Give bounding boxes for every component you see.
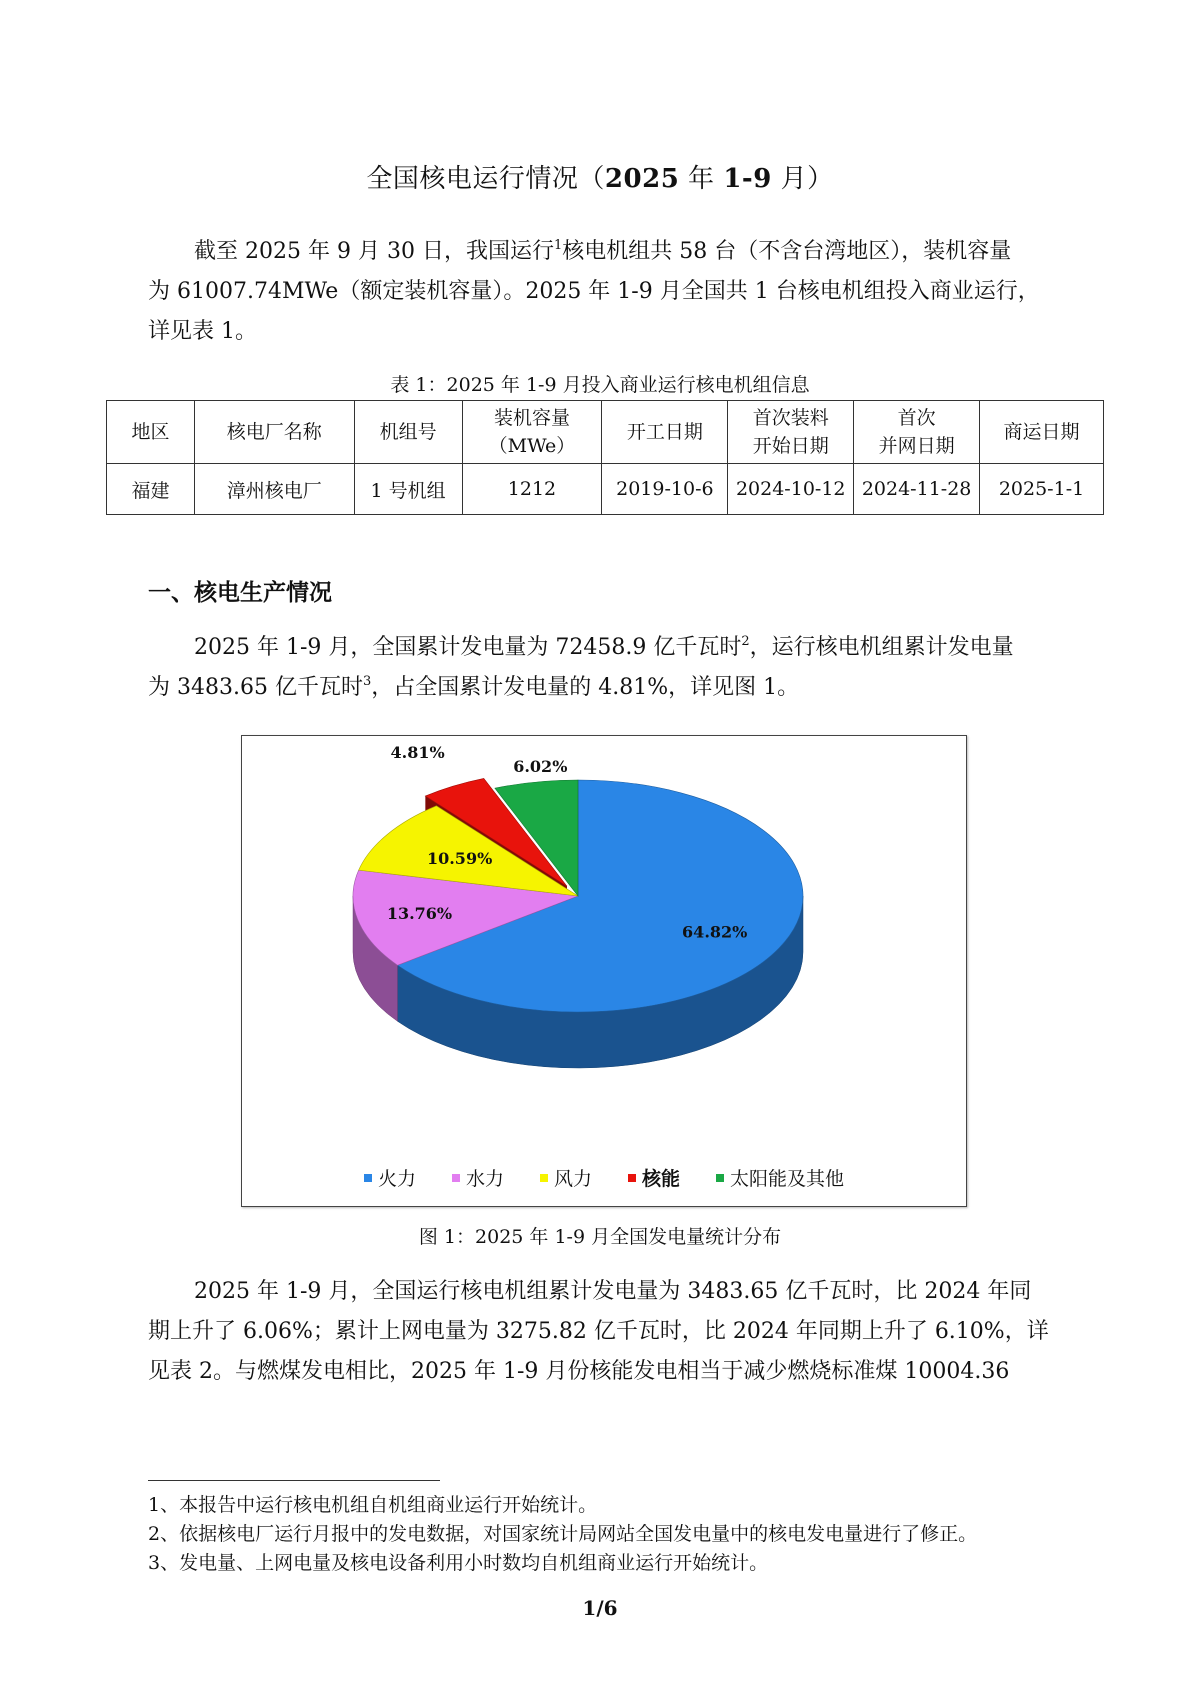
legend-swatch — [540, 1174, 548, 1182]
intro-paragraph: 截至 2025 年 9 月 30 日，我国运行$^1$核电机组共 58 台（不含台湾地区），装机容量 为 61007.74MWe（额定装机容量）。2025 年 1-9 月全国共 1 台核电机组投入商业运行， 详见表 1。 — [148, 238, 1040, 344]
legend-item — [364, 1164, 416, 1191]
table-header-cell: 开工日期 — [602, 401, 728, 464]
table-row — [107, 464, 1104, 515]
table-cell: 2019-10-6 — [602, 464, 728, 515]
legend-item — [540, 1164, 592, 1191]
table-header-cell: 地区 — [107, 401, 195, 464]
legend-swatch — [364, 1174, 372, 1182]
table-cell: 1212 — [462, 464, 602, 515]
pie-chart — [242, 736, 966, 1156]
table-header-cell: 商运日期 — [980, 401, 1104, 464]
page-title: 全国核电运行情况（2025 年 1-9 月） — [366, 164, 834, 194]
figure1-caption: 图 1：2025 年 1-9 月全国发电量统计分布 — [418, 1226, 782, 1248]
pie-data-label: 6.02% — [513, 757, 568, 776]
table-cell: 2024-10-12 — [728, 464, 854, 515]
pie-tops — [353, 778, 803, 1012]
table-header-cell: 首次 并网日期 — [854, 401, 980, 464]
footnote-ref-1: 1 — [553, 238, 563, 253]
table-header-cell: 首次装料 开始日期 — [728, 401, 854, 464]
table-cell: 1 号机组 — [354, 464, 462, 515]
legend-label: 核能 — [642, 1168, 681, 1190]
table-header-cell: 核电厂名称 — [194, 401, 354, 464]
generation-paragraph: 2025 年 1-9 月，全国累计发电量为 72458.9 亿千瓦时$^2$，运行核电机组累计发电量 为 3483.65 亿千瓦时$^3$，占全国累计发电量的 4.81%，详见图 1。 — [148, 634, 1014, 700]
pie-data-label: 4.81% — [390, 743, 445, 763]
legend-label: 风力 — [553, 1168, 592, 1190]
table-cell: 2024-11-28 — [854, 464, 980, 515]
legend-swatch — [716, 1174, 724, 1182]
table-header-row — [107, 401, 1104, 464]
pie-data-label: 13.76% — [386, 904, 453, 924]
table-header-cell: 装机容量 （MWe） — [462, 401, 602, 464]
page-number: 1/6 — [582, 1596, 618, 1620]
legend-label: 太阳能及其他 — [730, 1168, 845, 1190]
table-cell: 2025-1-1 — [980, 464, 1104, 515]
pie-data-label: 10.59% — [426, 848, 493, 868]
title-year: 2025 — [604, 164, 680, 194]
footnote-ref-3: 3 — [362, 674, 372, 689]
table-cell: 福建 — [107, 464, 195, 515]
title-range: 1-9 — [723, 164, 772, 194]
chart-legend — [242, 1164, 966, 1191]
table1-caption: 表 1：2025 年 1-9 月投入商业运行核电机组信息 — [390, 374, 810, 396]
legend-swatch — [628, 1174, 636, 1182]
table1-commercial-units — [106, 400, 1104, 515]
footnote-2: 2、依据核电厂运行月报中的发电数据，对国家统计局网站全国发电量中的核电发电量进行了修正。 — [148, 1523, 978, 1545]
footnote-3: 3、发电量、上网电量及核电设备利用小时数均自机组商业运行开始统计。 — [148, 1552, 769, 1574]
legend-item — [716, 1164, 844, 1191]
legend-swatch — [452, 1174, 460, 1182]
legend-item — [452, 1164, 504, 1191]
pie-data-label: 64.82% — [682, 922, 748, 942]
comparison-paragraph: 2025 年 1-9 月，全国运行核电机组累计发电量为 3483.65 亿千瓦时，比 2024 年同 期上升了 6.06%；累计上网电量为 3275.82 亿千瓦时，比 2024 年同期上升了 6.10%，详 见表 2。与燃煤发电相比，2025 年 1-9 月份核能发电相当于减少燃烧标准煤 10004.36 — [148, 1279, 1049, 1384]
table-header-cell: 机组号 — [354, 401, 462, 464]
section-heading: 一、核电生产情况 — [148, 579, 332, 606]
pie-chart-frame — [241, 735, 967, 1207]
footnote-separator — [148, 1480, 440, 1481]
legend-item — [628, 1164, 680, 1191]
footnote-1: 1、本报告中运行核电机组自机组商业运行开始统计。 — [148, 1494, 598, 1516]
legend-label: 水力 — [465, 1168, 504, 1190]
table-cell: 漳州核电厂 — [194, 464, 354, 515]
footnote-ref-2: 2 — [741, 634, 750, 649]
legend-label: 火力 — [377, 1168, 416, 1190]
